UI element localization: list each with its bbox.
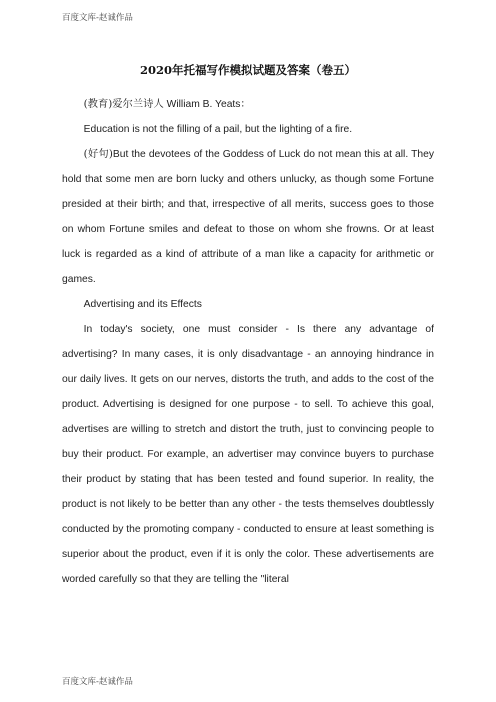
essay-paragraph: In today's society, one must consider - Is there any advantage of advertising? In many cases, it is only disadvantage - an annoying hindrance in our daily lives. It gets on our nerves, distorts the truth, and adds to the cost of the product. Advertising is designed for one purpose - to sell. To achieve this goal, advertises are willing to stretch and distort the truth, just to convincing people to buy their product. For example, an advertiser may convince buyers to purchase their product by stating that has been tested and found superior. In reality, the product is not likely to be better than any other - the tests themselves doubtlessly conducted by the promoting company - conducted to ensure at least something is superior about the product, even if it is only the color. These advertisements are worded carefully so that they are telling the "literal xyxy=(62,324,434,585)
page-header-label: 百度文库-赵诚作品 xyxy=(62,13,133,23)
document-title: 2020年托福写作模拟试题及答案（卷五） xyxy=(139,63,356,77)
page-footer-label: 百度文库-赵诚作品 xyxy=(62,677,133,687)
essay-title: Advertising and its Effects xyxy=(83,299,202,310)
good-sentence-text: But the devotees of the Goddess of Luck do not mean this at all. They hold that some men are born lucky and others unlucky, as though some Fortune presided at their birth; and that, irrespective of all merits, success goes to those on whom Fortune smiles and defeat to those on whom she frowns. Or at least luck is regarded as a kind of attribute of a man like a capacity for arithmetic or games. xyxy=(62,149,434,285)
quote-author: William B. Yeats： xyxy=(163,99,251,110)
document-body xyxy=(62,92,434,592)
quote-text: Education is not the filling of a pail, but the lighting of a fire. xyxy=(83,124,353,135)
quote-source-line xyxy=(62,92,434,117)
good-sentence-paragraph xyxy=(62,142,434,292)
quote-source-prefix: (教育)爱尔兰诗人 xyxy=(83,98,164,110)
good-sentence-prefix: (好句) xyxy=(83,148,113,160)
